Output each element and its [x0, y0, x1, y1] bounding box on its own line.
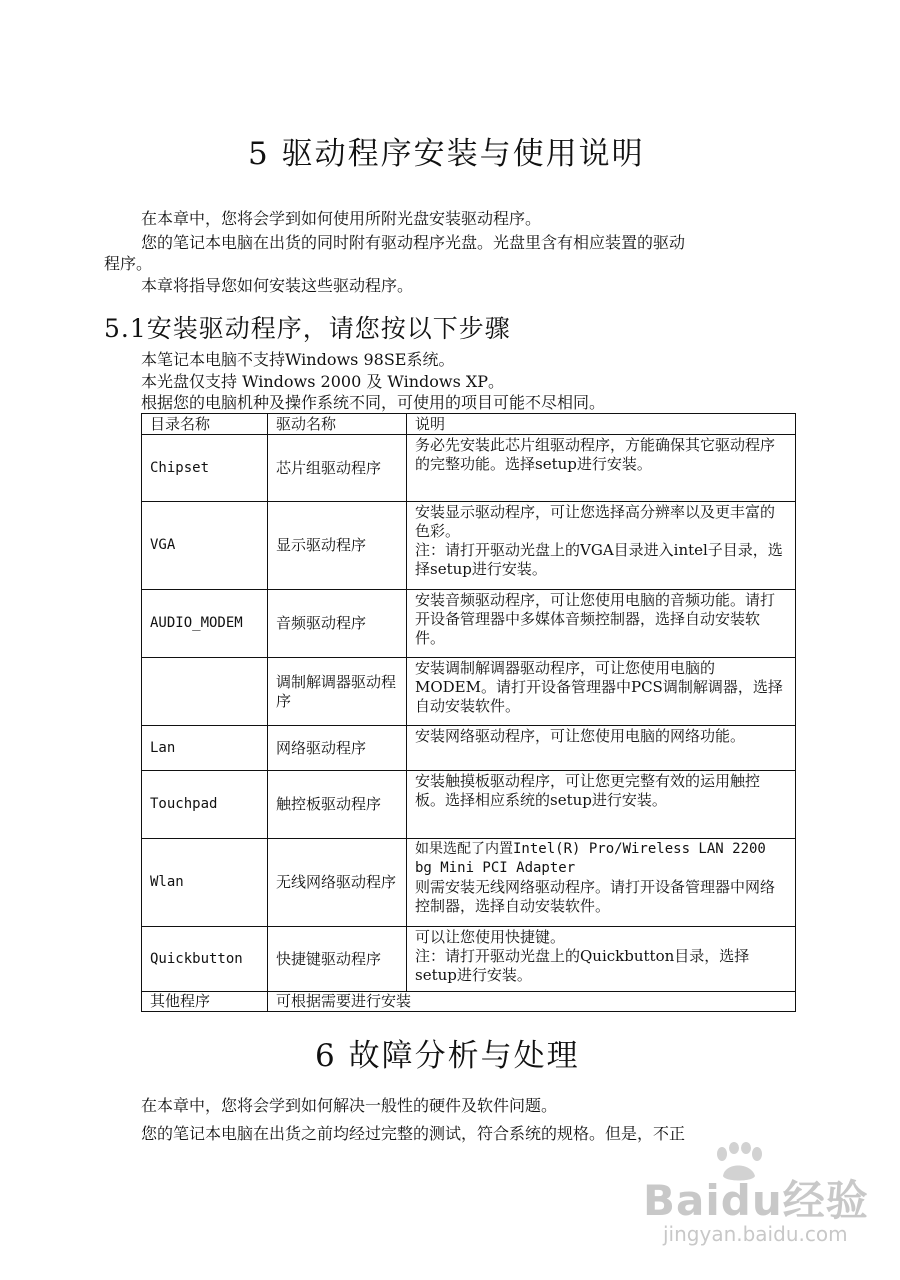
chapter-6-intro-2: 您的笔记本电脑在出货之前均经过完整的测试，符合系统的规格。但是，不正 [141, 1124, 686, 1143]
watermark [643, 1142, 869, 1262]
description-cell [407, 839, 796, 927]
header-driver: 驱动名称 [268, 414, 407, 435]
table-header-row [142, 414, 796, 435]
description-text: 安装显示驱动程序，可让您选择高分辨率以及更丰富的色彩。 [415, 503, 776, 540]
table-row [142, 927, 796, 992]
description-text: 可以让您使用快捷键。 [415, 928, 566, 946]
directory-cell: Touchpad [142, 771, 268, 839]
driver-cell: 显示驱动程序 [268, 502, 407, 590]
table-row [142, 658, 796, 726]
intro-paragraph-1: 在本章中，您将会学到如何使用所附光盘安装驱动程序。 [141, 209, 542, 228]
description-text: 安装调制解调器驱动程序，可让您使用电脑的MODEM。请打开设备管理器中PCS调制解调器，选择自动安装软件。 [415, 659, 783, 715]
directory-cell [142, 658, 268, 726]
directory-cell: AUDIO_MODEM [142, 590, 268, 658]
driver-cell: 快捷键驱动程序 [268, 927, 407, 992]
directory-cell: VGA [142, 502, 268, 590]
section-title: 5.1安装驱动程序，请您按以下步骤 [104, 314, 511, 343]
description-cell [407, 435, 796, 502]
chapter-6-intro-1: 在本章中，您将会学到如何解决一般性的硬件及软件问题。 [141, 1096, 558, 1115]
description-cell [407, 927, 796, 992]
directory-cell: Lan [142, 726, 268, 771]
table-row [142, 839, 796, 927]
driver-cell: 网络驱动程序 [268, 726, 407, 771]
description-cell [407, 590, 796, 658]
chapter-title: 5 驱动程序安装与使用说明 [248, 136, 645, 172]
chapter-6-title: 6 故障分析与处理 [315, 1038, 580, 1074]
description-note: 注：请打开驱动光盘上的VGA目录进入intel子目录，选择setup进行安装。 [415, 541, 783, 578]
description-note: 则需安装无线网络驱动程序。请打开设备管理器中网络控制器，选择自动安装软件。 [415, 878, 776, 915]
directory-cell: 其他程序 [142, 992, 268, 1012]
description-text: 安装网络驱动程序，可让您使用电脑的网络功能。 [415, 727, 746, 745]
directory-cell: Chipset [142, 435, 268, 502]
driver-cell: 芯片组驱动程序 [268, 435, 407, 502]
driver-cell: 调制解调器驱动程序 [268, 658, 407, 726]
watermark-logo: Baidu经验 [643, 1176, 869, 1225]
intro-paragraph-2-cont: 程序。 [104, 254, 153, 273]
table-row [142, 771, 796, 839]
driver-table [141, 413, 796, 1012]
driver-cell: 无线网络驱动程序 [268, 839, 407, 927]
description-cell [407, 726, 796, 771]
header-directory: 目录名称 [142, 414, 268, 435]
driver-cell: 触控板驱动程序 [268, 771, 407, 839]
driver-cell: 音频驱动程序 [268, 590, 407, 658]
directory-cell: Quickbutton [142, 927, 268, 992]
intro-paragraph-2: 您的笔记本电脑在出货的同时附有驱动程序光盘。光盘里含有相应装置的驱动 [141, 233, 686, 252]
note-1: 本笔记本电脑不支持Windows 98SE系统。 [141, 350, 455, 369]
description-note: 注：请打开驱动光盘上的Quickbutton目录，选择setup进行安装。 [415, 947, 750, 984]
description-cell [407, 658, 796, 726]
merged-cell: 可根据需要进行安装 [268, 992, 796, 1012]
description-text: 如果选配了内置Intel(R) Pro/Wireless LAN 2200 bg Mini PCI Adapter [415, 841, 766, 876]
description-cell [407, 502, 796, 590]
table-row [142, 590, 796, 658]
note-2: 本光盘仅支持 Windows 2000 及 Windows XP。 [141, 372, 505, 391]
intro-paragraph-3: 本章将指导您如何安装这些驱动程序。 [141, 276, 414, 295]
table-row [142, 726, 796, 771]
header-description: 说明 [407, 414, 796, 435]
description-text: 务必先安装此芯片组驱动程序，方能确保其它驱动程序的完整功能。选择setup进行安装。 [415, 436, 776, 473]
note-3: 根据您的电脑机种及操作系统不同，可使用的项目可能不尽相同。 [141, 393, 606, 412]
watermark-url: jingyan.baidu.com [663, 1222, 848, 1246]
description-cell [407, 771, 796, 839]
description-text: 安装音频驱动程序，可让您使用电脑的音频功能。请打开设备管理器中多媒体音频控制器，选择自动安装软件。 [415, 591, 776, 647]
table-row [142, 435, 796, 502]
directory-cell: Wlan [142, 839, 268, 927]
description-text: 安装触摸板驱动程序，可让您更完整有效的运用触控板。选择相应系统的setup进行安装。 [415, 772, 761, 809]
table-row [142, 502, 796, 590]
table-row [142, 992, 796, 1012]
